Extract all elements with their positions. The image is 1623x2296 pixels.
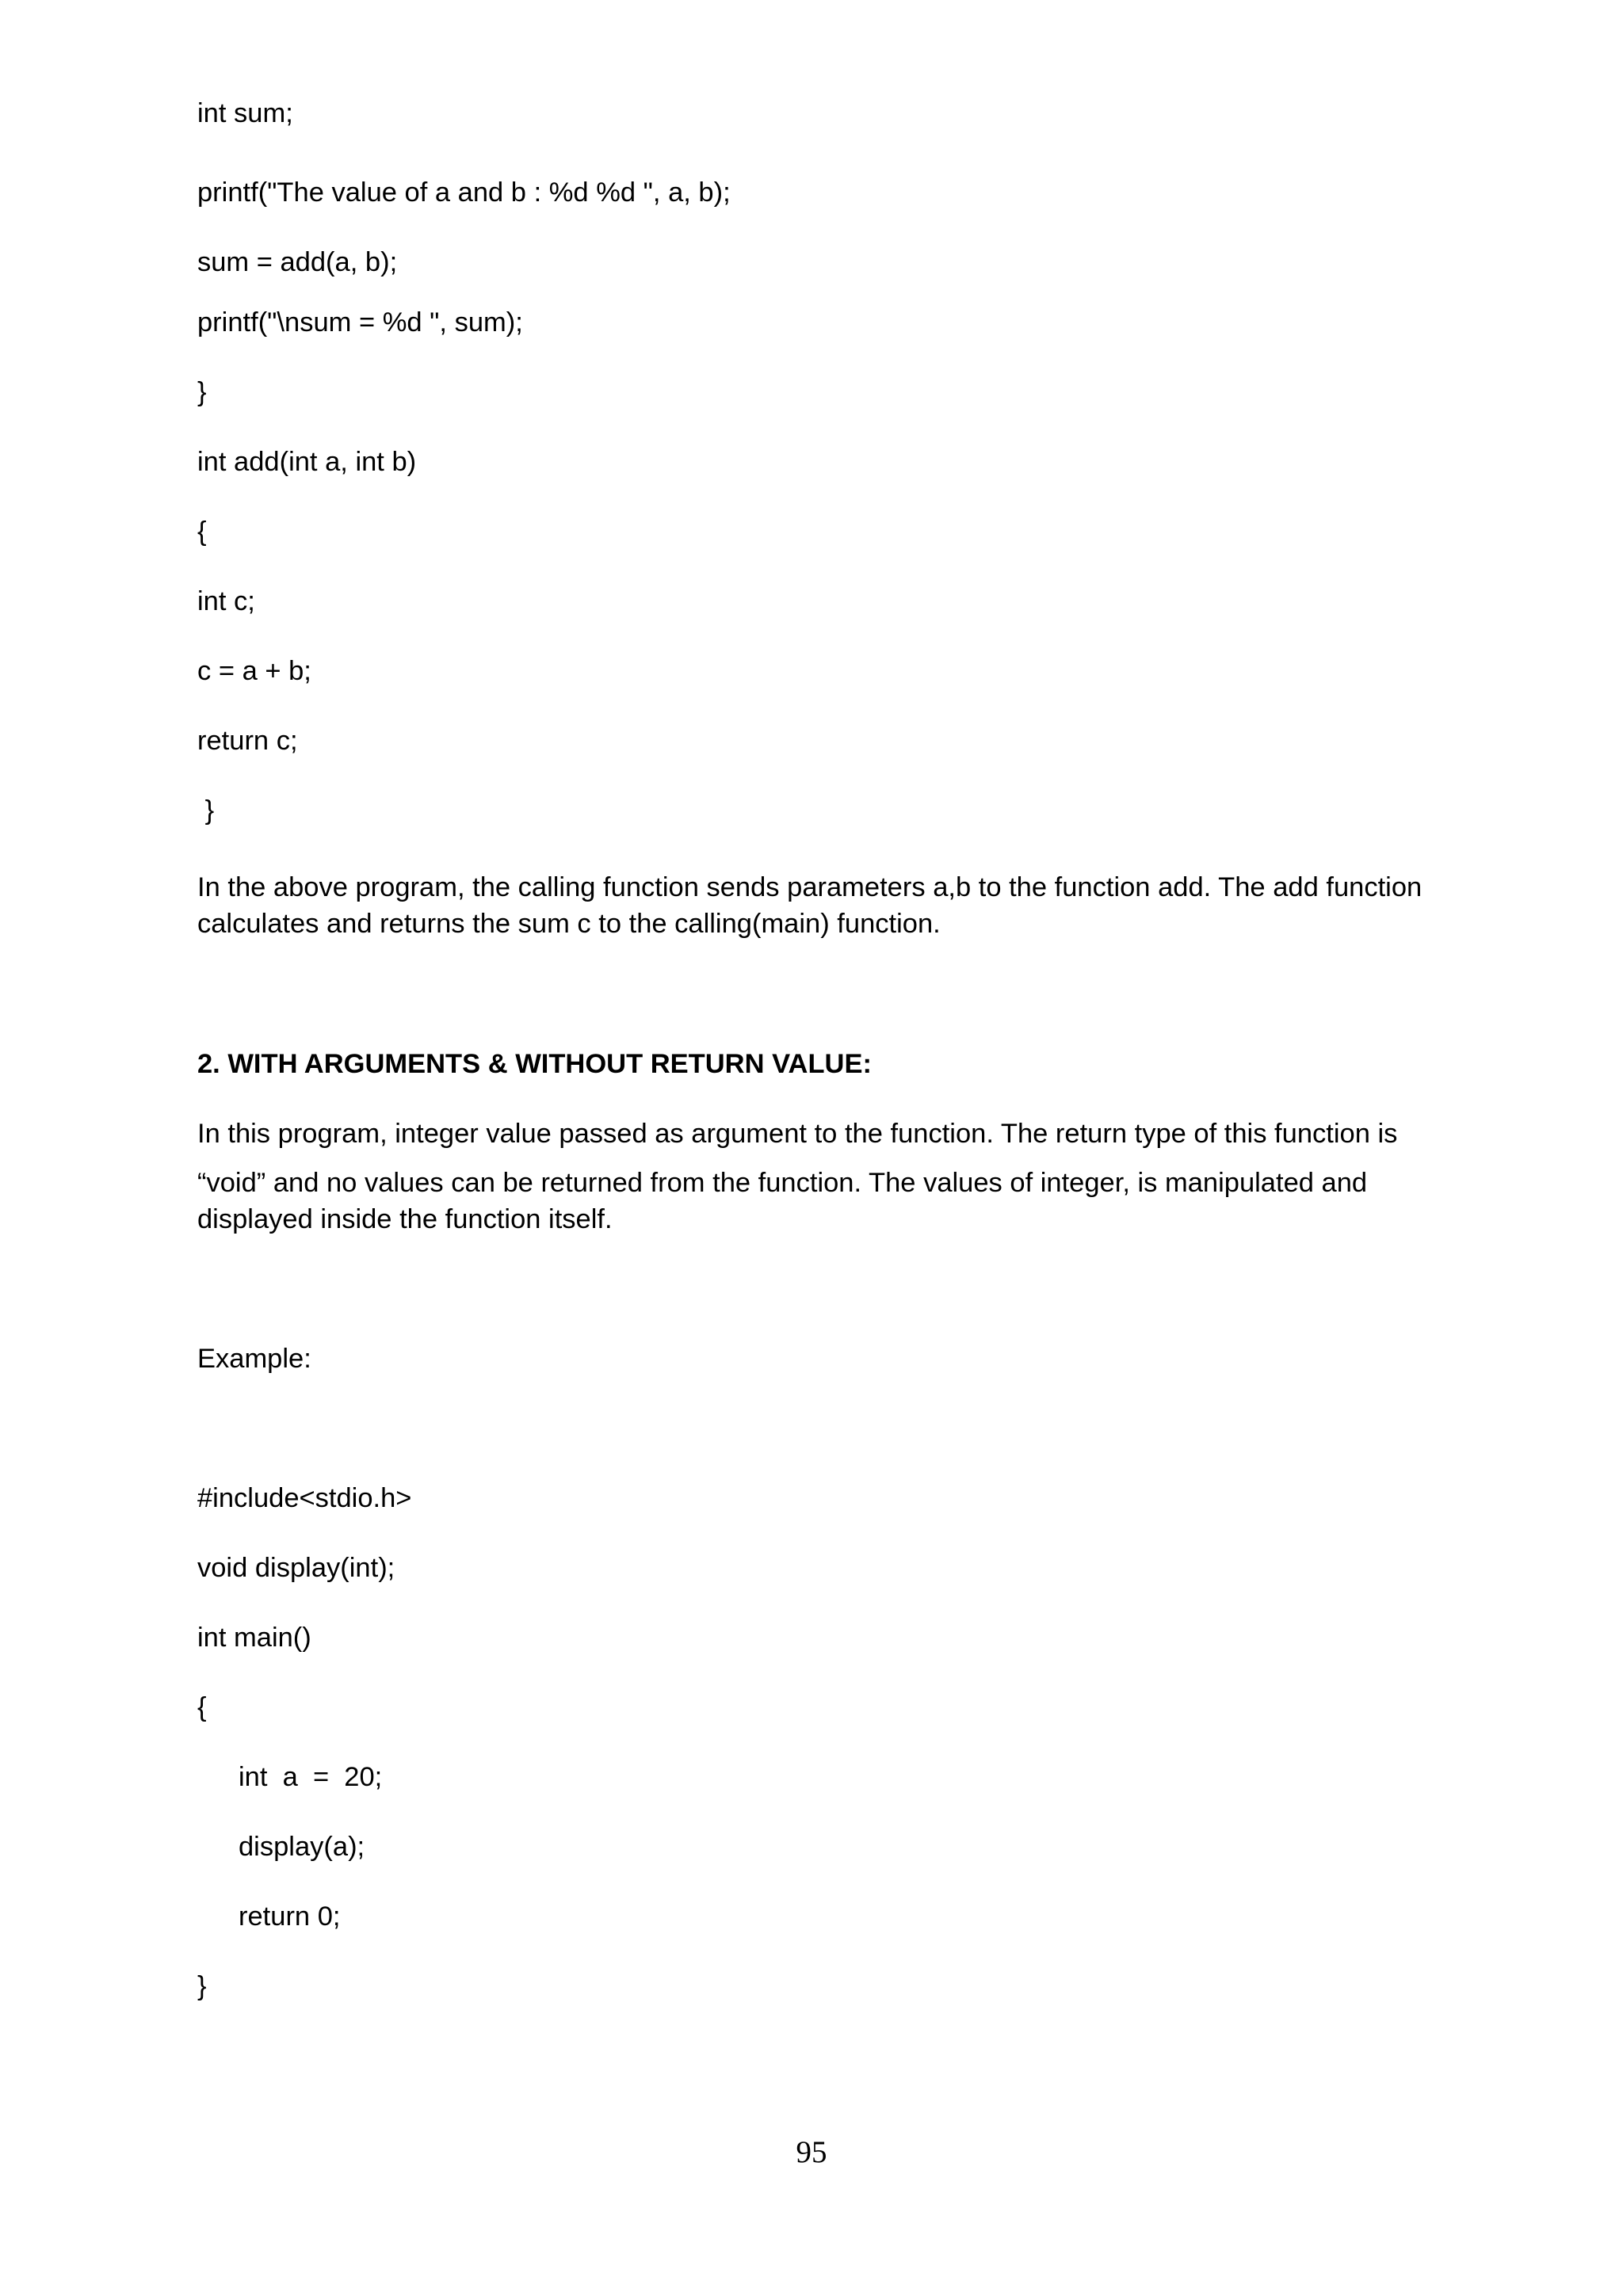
code-line: { <box>197 517 207 547</box>
paragraph-line: displayed inside the function itself. <box>197 1204 613 1234</box>
code-line: display(a); <box>239 1832 365 1862</box>
code-line: int a = 20; <box>239 1762 383 1792</box>
code-line: return c; <box>197 726 298 756</box>
code-line: c = a + b; <box>197 656 311 686</box>
code-line: } <box>197 1971 207 2001</box>
paragraph-line: In this program, integer value passed as argument to the function. The return type of this function is <box>197 1119 1398 1149</box>
code-line: printf("The value of a and b : %d %d ", a, b); <box>197 177 731 208</box>
code-line: void display(int); <box>197 1553 395 1583</box>
page-number: 95 <box>796 2135 827 2169</box>
example-label: Example: <box>197 1344 311 1374</box>
code-line: int add(int a, int b) <box>197 447 417 477</box>
code-line: sum = add(a, b); <box>197 247 398 277</box>
section-heading: 2. WITH ARGUMENTS & WITHOUT RETURN VALUE: <box>197 1049 872 1079</box>
code-line: printf("\nsum = %d ", sum); <box>197 307 523 338</box>
code-line: int main() <box>197 1623 311 1653</box>
paragraph-line: “void” and no values can be returned from the function. The values of integer, is manipulated and <box>197 1168 1368 1198</box>
paragraph-line: In the above program, the calling function sends parameters a,b to the function add. The add function <box>197 872 1423 902</box>
code-line: } <box>197 377 207 407</box>
code-line: return 0; <box>239 1901 341 1932</box>
paragraph-line: calculates and returns the sum c to the calling(main) function. <box>197 909 941 939</box>
code-line: int c; <box>197 586 255 616</box>
code-line: } <box>197 795 215 826</box>
code-line: int sum; <box>197 98 293 128</box>
code-line: { <box>197 1692 207 1722</box>
code-line: #include<stdio.h> <box>197 1483 412 1513</box>
